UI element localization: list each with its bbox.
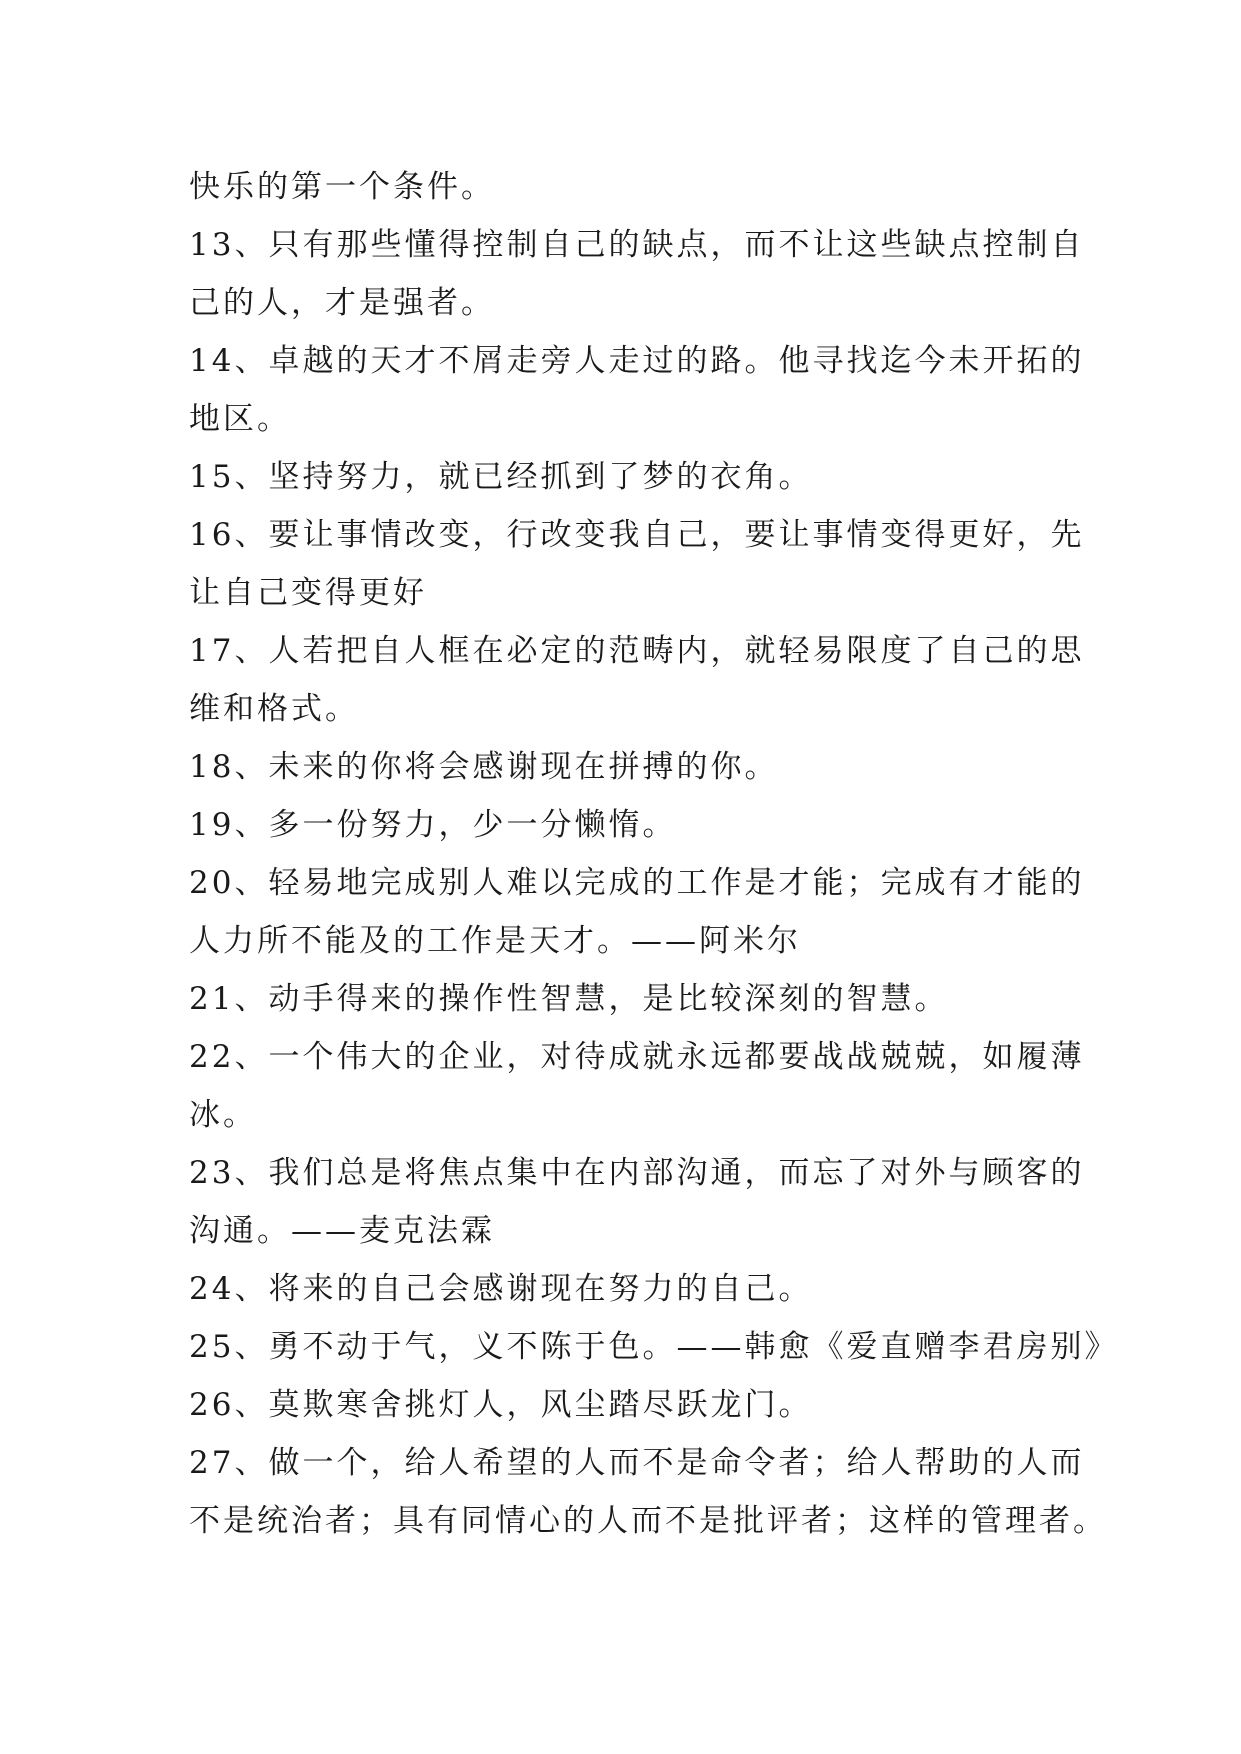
text-line: 人力所不能及的工作是天才。——阿米尔 xyxy=(189,923,801,959)
text-line: 22、一个伟大的企业，对待成就永远都要战战兢兢，如履薄 xyxy=(189,1039,1085,1075)
text-line: 16、要让事情改变，行改变我自己，要让事情变得更好，先 xyxy=(189,517,1085,553)
text-line: 让自己变得更好 xyxy=(189,575,427,611)
text-line: 19、多一份努力，少一分懒惰。 xyxy=(189,807,677,843)
text-line: 26、莫欺寒舍挑灯人，风尘踏尽跃龙门。 xyxy=(189,1387,813,1423)
text-line: 25、勇不动于气，义不陈于色。——韩愈《爱直赠李君房别》 xyxy=(189,1329,1119,1365)
text-line: 24、将来的自己会感谢现在努力的自己。 xyxy=(189,1271,813,1307)
text-line: 己的人，才是强者。 xyxy=(189,285,495,321)
text-line: 地区。 xyxy=(189,401,291,437)
text-line: 13、只有那些懂得控制自己的缺点，而不让这些缺点控制自 xyxy=(189,227,1085,263)
text-line: 18、未来的你将会感谢现在拼搏的你。 xyxy=(189,749,779,785)
document-body xyxy=(189,158,1119,1550)
text-line: 17、人若把自人框在必定的范畴内，就轻易限度了自己的思 xyxy=(189,633,1085,669)
text-line: 快乐的第一个条件。 xyxy=(189,169,495,205)
text-line: 不是统治者；具有同情心的人而不是批评者；这样的管理者。 xyxy=(189,1503,1107,1539)
text-line: 维和格式。 xyxy=(189,691,359,727)
text-line: 23、我们总是将焦点集中在内部沟通，而忘了对外与顾客的 xyxy=(189,1155,1085,1191)
text-line: 沟通。——麦克法霖 xyxy=(189,1213,495,1249)
text-line: 冰。 xyxy=(189,1097,257,1133)
text-line: 21、动手得来的操作性智慧，是比较深刻的智慧。 xyxy=(189,981,949,1017)
text-line: 20、轻易地完成别人难以完成的工作是才能；完成有才能的 xyxy=(189,865,1085,901)
text-line: 27、做一个，给人希望的人而不是命令者；给人帮助的人而 xyxy=(189,1445,1085,1481)
text-line: 15、坚持努力，就已经抓到了梦的衣角。 xyxy=(189,459,813,495)
text-line: 14、卓越的天才不屑走旁人走过的路。他寻找迄今未开拓的 xyxy=(189,343,1085,379)
